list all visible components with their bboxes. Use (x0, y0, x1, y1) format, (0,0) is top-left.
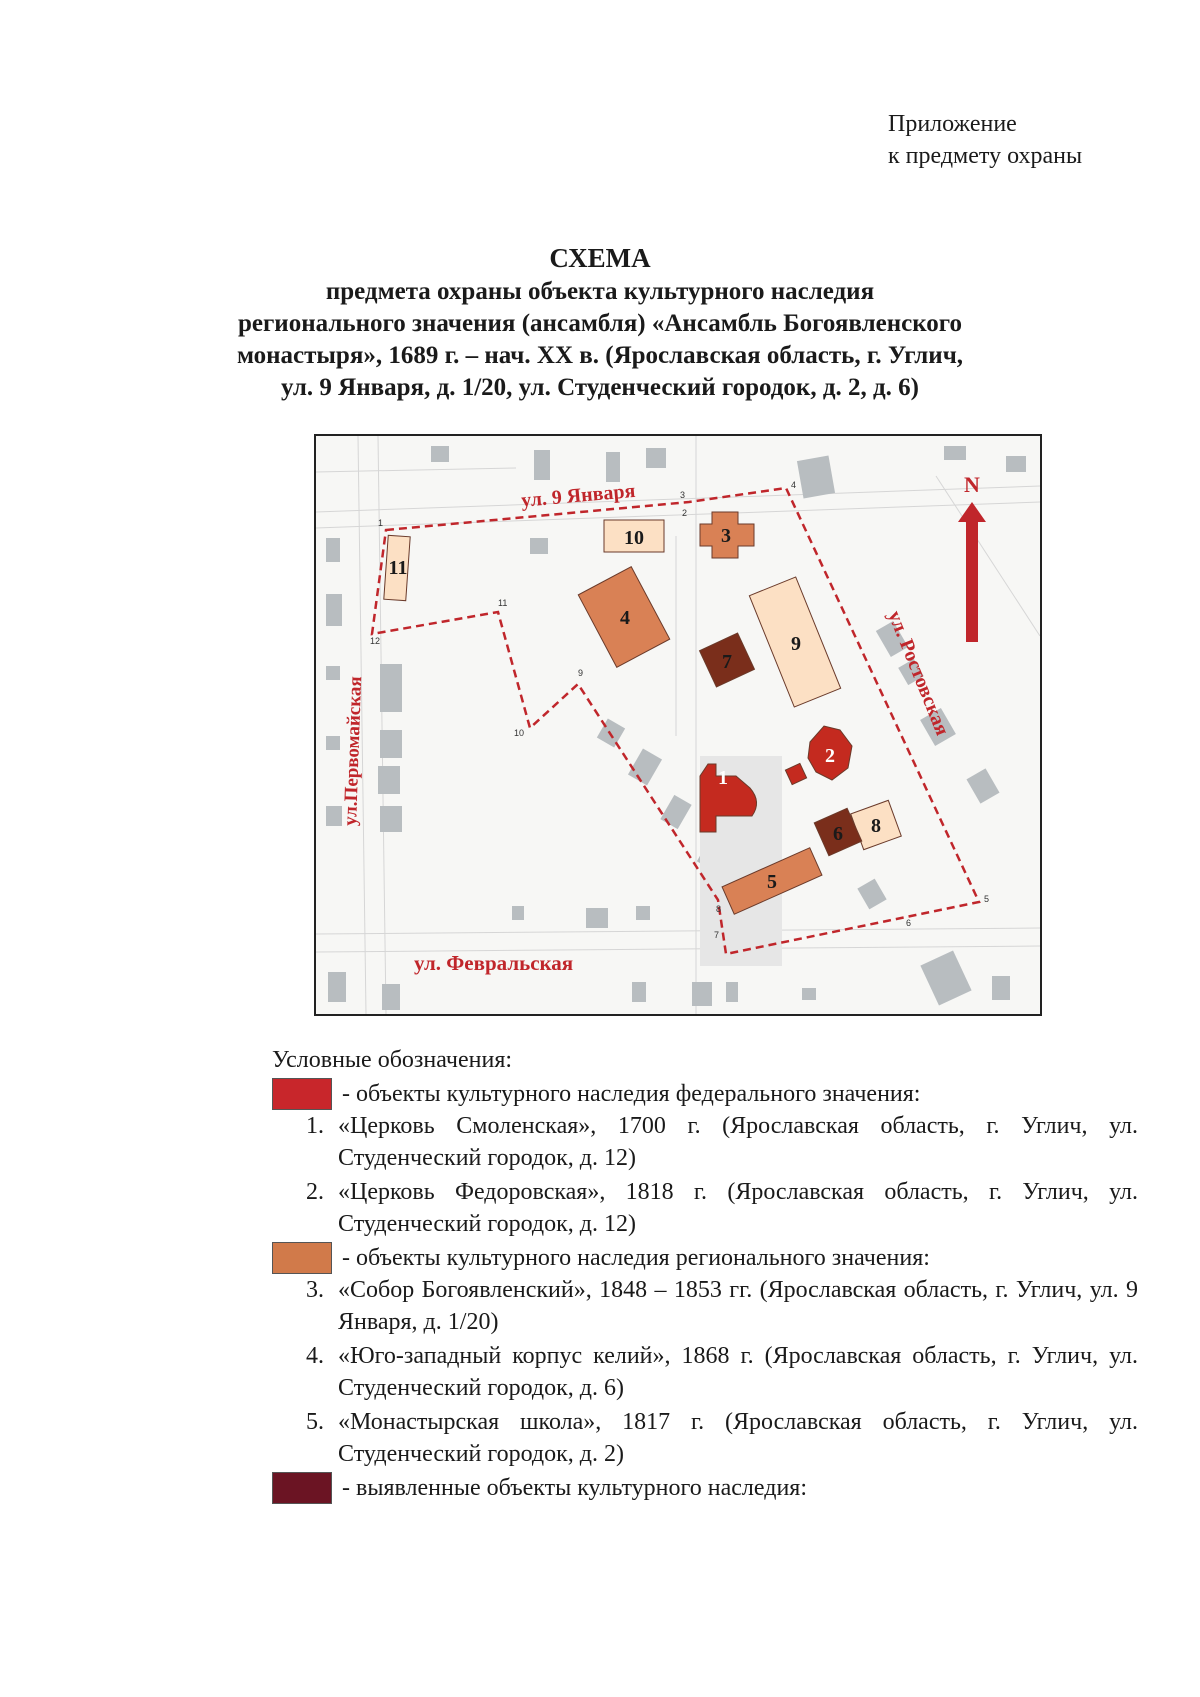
street-labels (340, 480, 953, 975)
swatch-regional (272, 1242, 332, 1274)
street-west: ул.Первомайская (340, 675, 367, 827)
legend-item-number: 4. (306, 1343, 324, 1369)
legend-item-text: «Церковь Федоровская», 1818 г. (Ярославская область, г. Углич, ул. Студенческий городок, д. 12) (338, 1179, 1138, 1237)
point-12: 12 (370, 636, 381, 646)
point-9: 9 (578, 668, 584, 678)
legend-header: Условные обозначения: (272, 1047, 513, 1073)
label-building-3: 3 (721, 525, 731, 547)
heritage-buildings (384, 512, 901, 914)
appendix-note (888, 108, 1082, 172)
street-south: ул. Февральская (414, 951, 574, 975)
building-2-annex (785, 763, 806, 784)
title-line1: предмета охраны объекта культурного наследия (325, 278, 875, 305)
point-5: 5 (984, 894, 990, 904)
north-arrow-icon (958, 502, 986, 642)
legend-item (272, 1406, 1148, 1470)
site-map (314, 434, 1042, 1016)
appendix-line1: Приложение (888, 111, 1017, 137)
title-line4: ул. 9 Января, д. 1/20, ул. Студенческий городок, д. 2, д. 6) (281, 374, 919, 401)
label-building-6: 6 (833, 823, 843, 845)
legend-category-regional (272, 1242, 1148, 1274)
appendix-line2: к предмету охраны (888, 143, 1083, 169)
legend-item-text: «Юго-западный корпус келий», 1868 г. (Ярославская область, г. Углич, ул. Студенческий городок, д. 6) (338, 1343, 1138, 1401)
legend-item-number: 3. (306, 1277, 324, 1303)
point-7: 7 (714, 930, 720, 940)
legend-category-label: - выявленные объекты культурного наследия: (342, 1475, 807, 1501)
title-line2: регионального значения (ансамбля) «Ансамбль Богоявленского (237, 310, 963, 337)
label-building-4: 4 (620, 607, 630, 629)
legend-item (272, 1110, 1148, 1174)
legend-category-federal (272, 1078, 1148, 1110)
label-building-11: 11 (388, 557, 408, 579)
label-building-8: 8 (871, 815, 881, 837)
legend-item-text: «Монастырская школа», 1817 г. (Ярославская область, г. Углич, ул. Студенческий городок, д. 2) (338, 1409, 1138, 1467)
label-building-10: 10 (624, 527, 644, 549)
legend-category-label: - объекты культурного наследия регионального значения: (342, 1245, 930, 1271)
point-10: 10 (514, 728, 525, 738)
label-building-1: 1 (718, 767, 728, 789)
legend (272, 1044, 1148, 1504)
label-building-9: 9 (791, 633, 801, 655)
label-building-2: 2 (825, 745, 835, 767)
title-main: СХЕМА (549, 243, 651, 273)
site-map-svg (316, 436, 1040, 1014)
swatch-identified (272, 1472, 332, 1504)
legend-item-number: 5. (306, 1409, 324, 1435)
legend-item-text: «Церковь Смоленская», 1700 г. (Ярославская область, г. Углич, ул. Студенческий городок, д. 12) (338, 1113, 1138, 1171)
legend-category-label: - объекты культурного наследия федерального значения: (342, 1081, 921, 1107)
legend-item-number: 2. (306, 1179, 324, 1205)
point-4: 4 (791, 480, 797, 490)
point-6: 6 (906, 918, 912, 928)
north-arrow (958, 472, 986, 642)
label-building-7: 7 (722, 651, 732, 673)
point-3: 3 (680, 490, 686, 500)
document-title (180, 240, 1020, 404)
label-building-5: 5 (767, 871, 777, 893)
legend-item (272, 1274, 1148, 1338)
north-label: N (964, 472, 980, 497)
legend-category-identified (272, 1472, 1148, 1504)
point-1: 1 (378, 518, 384, 528)
street-north: ул. 9 Января (520, 479, 637, 512)
legend-item-number: 1. (306, 1113, 324, 1139)
point-11: 11 (498, 598, 508, 608)
title-line3: монастыря», 1689 г. – нач. XX в. (Ярославская область, г. Углич, (236, 342, 964, 369)
legend-item-text: «Собор Богоявленский», 1848 – 1853 гг. (Ярославская область, г. Углич, ул. 9 Января, д. 1/20) (338, 1277, 1138, 1335)
point-8: 8 (716, 904, 722, 914)
point-2: 2 (682, 508, 688, 518)
boundary-points (370, 480, 989, 940)
swatch-federal (272, 1078, 332, 1110)
street-east: ул. Ростовская (883, 607, 954, 739)
legend-item (272, 1340, 1148, 1404)
legend-item (272, 1176, 1148, 1240)
